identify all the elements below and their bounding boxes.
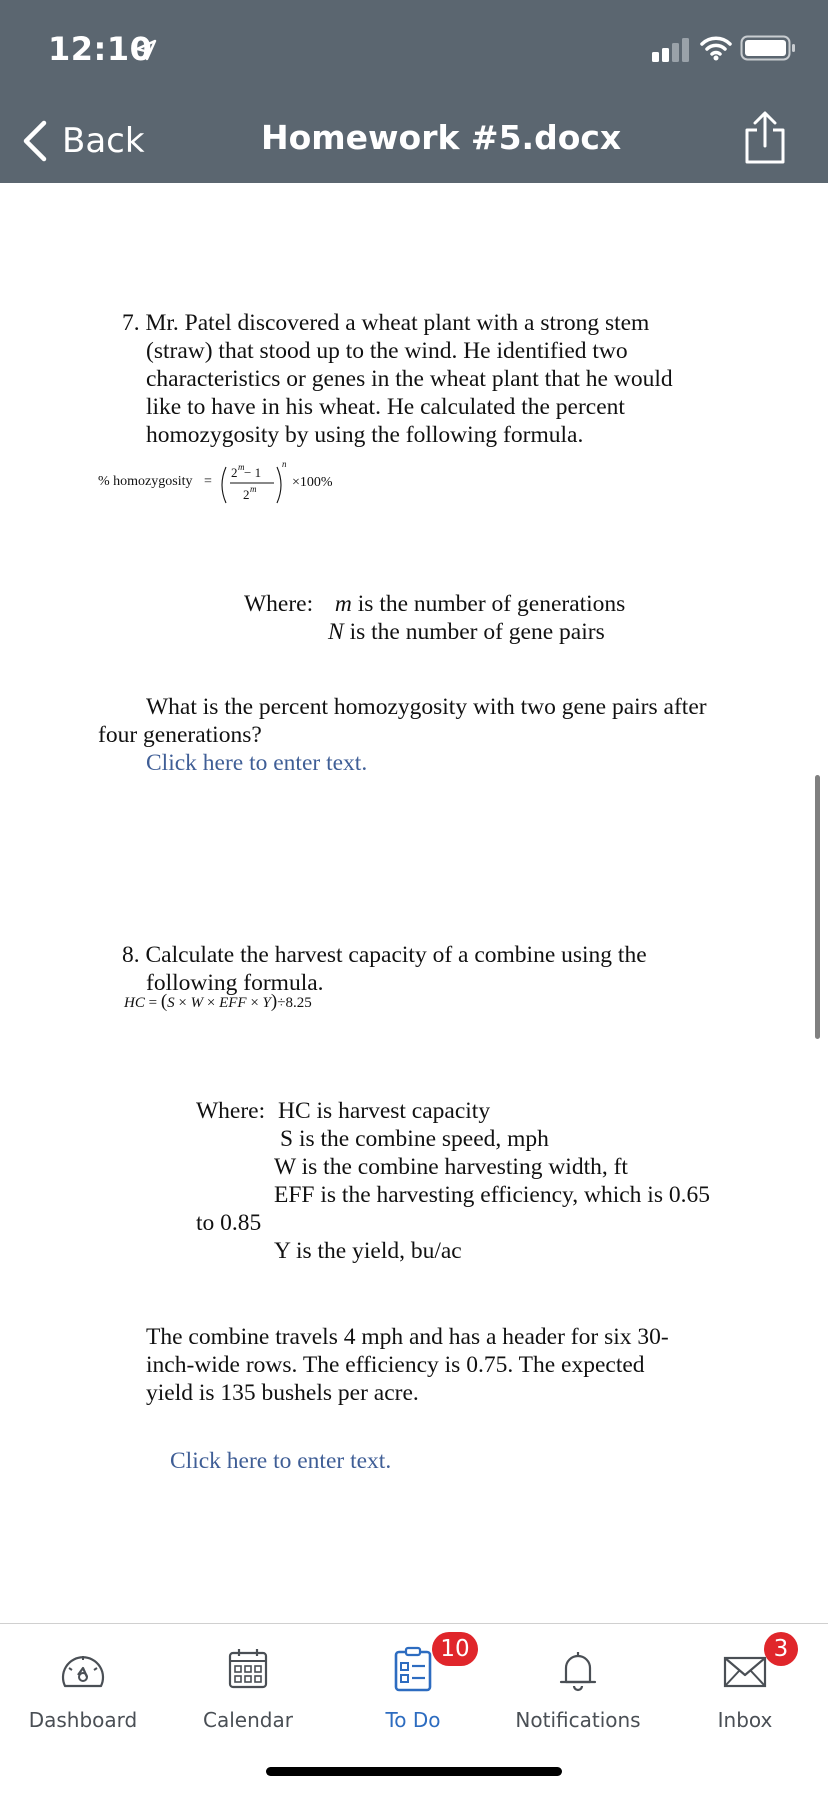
inbox-icon [719,1644,771,1696]
q8-para-line-3: yield is 135 bushels per acre. [146,1380,419,1406]
formula-equals: = [204,474,212,489]
q8-def-eff-cont: to 0.85 [196,1210,262,1236]
location-arrow-icon [134,38,158,62]
q8-def-y: Y is the yield, bu/ac [274,1238,462,1264]
q8-line-1: 8. Calculate the harvest capacity of a combine using the [122,942,647,968]
dashboard-icon [57,1644,109,1696]
q8-para-line-1: The combine travels 4 mph and has a header for six 30- [146,1324,669,1350]
q7-line-3: characteristics or genes in the wheat plant that he would [146,366,673,392]
calendar-icon [222,1644,274,1696]
formula-minus-one: − 1 [244,465,262,480]
formula-denominator-base: 2 [243,487,250,502]
wifi-icon [700,34,732,62]
tab-todo-label: To Do [385,1708,441,1732]
q7-line-4: like to have in his wheat. He calculated the percent [146,394,625,420]
share-icon[interactable] [742,110,788,166]
back-button[interactable] [20,116,145,166]
bell-icon [552,1644,604,1696]
where-label: Where: [244,591,314,617]
q7-line-5: homozygosity by using the following formula. [146,422,584,448]
inbox-count-badge: 3 [764,1632,798,1666]
where-m-text: is the number of generations [351,591,626,617]
formula-numerator-base: 2 [231,465,238,480]
hc-eq: = [144,995,161,1011]
where-n-var: N [328,619,344,645]
q7-line-2: (straw) that stood up to the wind. He identified two [146,338,628,364]
hc-open-paren: ( [160,991,168,1012]
tab-dashboard-label: Dashboard [28,1708,138,1732]
times-1: × [174,995,191,1011]
page-title: Homework #5.docx [261,118,622,157]
formula-denominator-exp: m [250,484,257,494]
todo-count-badge: 10 [432,1632,478,1666]
div-825: ÷8.25 [277,995,312,1011]
q7-question-line-1: What is the percent homozygosity with two gene pairs after [146,694,707,720]
q8-def-eff: EFF is the harvesting efficiency, which is 0.65 [274,1182,710,1208]
tab-notifications-label: Notifications [515,1708,641,1732]
hc-close-paren: ) [270,991,278,1012]
times-2: × [203,995,220,1011]
q7-line-1: 7. Mr. Patel discovered a wheat plant with a strong stem [122,310,650,336]
q8-para-line-2: inch-wide rows. The efficiency is 0.75. The expected [146,1352,645,1378]
homozygosity-formula [98,455,358,513]
battery-icon [740,34,796,62]
document-viewer[interactable] [0,183,828,1623]
q8-where-label: Where: [196,1098,266,1124]
formula-label: % homozygosity [98,474,193,489]
q8-def-s: S is the combine speed, mph [280,1126,549,1152]
document-scrollbar[interactable] [815,775,820,1039]
chevron-left-icon [20,119,50,163]
tab-notifications[interactable] [495,1624,661,1744]
q7-question-line-2: four generations? [98,722,262,748]
tab-calendar[interactable] [165,1624,331,1744]
formula-outer-exp: n [282,459,287,469]
tab-todo[interactable] [330,1624,496,1744]
s-var: S [167,995,175,1011]
q8-def-w: W is the combine harvesting width, ft [274,1154,628,1180]
q7-where-n [328,618,605,646]
formula-times: ×100% [292,475,333,490]
formula-numerator-exp: m [238,462,245,472]
q8-def-hc: HC is harvest capacity [278,1098,491,1124]
back-label: Back [62,121,145,161]
q7-answer-field[interactable]: Click here to enter text. [146,750,368,776]
tab-inbox-label: Inbox [717,1708,773,1732]
q7-where [244,590,625,618]
where-m-var: m [334,591,352,617]
cellular-signal-icon [652,38,690,62]
tab-dashboard[interactable] [0,1624,166,1744]
q8-line-2: following formula. [146,970,324,996]
hc-var: HC [124,995,145,1011]
q8-answer-field[interactable]: Click here to enter text. [170,1448,392,1474]
tab-calendar-label: Calendar [203,1708,293,1732]
top-bar [0,0,828,183]
where-n-text: is the number of gene pairs [343,619,605,645]
home-indicator[interactable] [266,1767,562,1776]
status-time: 12:10 [48,30,153,68]
w-var: W [190,995,204,1011]
todo-icon [387,1644,439,1696]
tab-inbox[interactable] [662,1624,828,1744]
y-var: Y [262,995,271,1011]
harvest-formula [124,991,312,1014]
times-3: × [246,995,263,1011]
eff-var: EFF [219,995,247,1011]
